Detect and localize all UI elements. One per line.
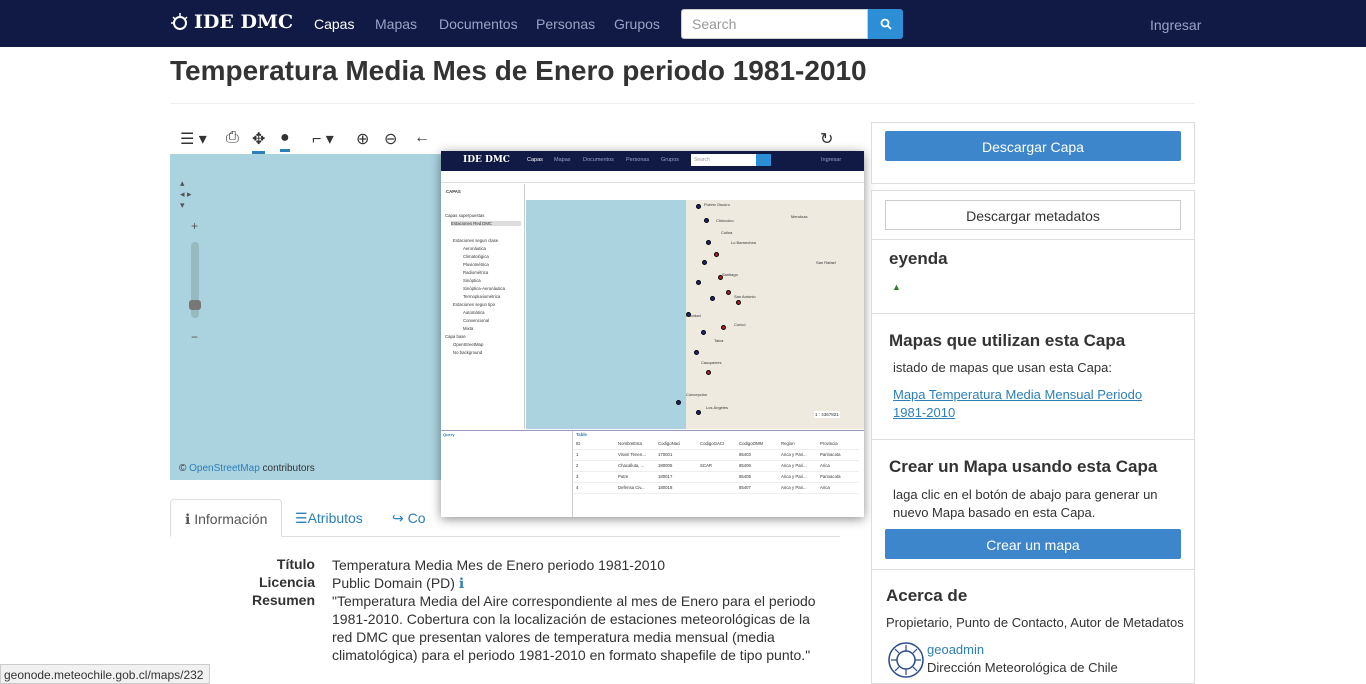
status-bar-url: geonode.meteochile.gob.cl/maps/232 <box>0 664 210 684</box>
td: 85405 <box>739 474 751 479</box>
resumen-label: Resumen <box>251 592 315 608</box>
thumb-layers-title: CAPAS <box>446 189 461 194</box>
zoom-slider-handle[interactable] <box>189 300 201 310</box>
thumb-navbar <box>441 151 864 171</box>
place-label: Mendoza <box>791 214 808 219</box>
divider <box>170 103 1195 104</box>
th: CodigoOMM <box>739 441 764 446</box>
station-marker <box>696 280 701 285</box>
thumb-layer: Pluviométrica <box>463 262 489 267</box>
divider <box>871 569 1195 570</box>
thumb-layer: Climatológica <box>463 254 489 259</box>
divider <box>871 239 1195 240</box>
reload-icon[interactable]: ↻ <box>820 131 834 148</box>
osm-link[interactable]: OpenStreetMap <box>189 463 260 474</box>
page-title: Temperatura Media Mes de Enero periodo 1981-2010 <box>170 55 867 86</box>
tab-label: Información <box>194 511 268 527</box>
titulo-value: Temperatura Media Mes de Enero periodo 1981-2010 <box>332 557 666 573</box>
thumb-layer: Estaciones segun tipo <box>453 302 496 307</box>
nav-mapas[interactable]: Mapas <box>375 16 418 32</box>
place-label: Lo Barnechea <box>731 240 756 245</box>
station-marker <box>706 240 711 245</box>
resumen-value: "Temperatura Media del Aire correspondiente al mes de Enero para el periodo 1981-2010. Cobertura con la localización de estaciones meteorológicas de la red DMC que presentan valores de temperatura media mensual (media climatológica) para el periodo 1981-2010 en formato shapefile de tipo punto." <box>332 593 816 663</box>
station-marker <box>704 218 709 223</box>
thumb-login: Ingresar <box>821 157 842 163</box>
thumb-toolbar <box>441 171 864 183</box>
map-link[interactable]: Mapa Temperatura Media Mensual Periodo 1981-2010 <box>893 387 1143 420</box>
thumb-layer-tree <box>441 184 525 429</box>
td: 170001 <box>658 452 673 457</box>
td: Putre <box>618 474 629 479</box>
thumb-table-row <box>574 472 859 483</box>
maps-title: Mapas que utilizan esta Capa <box>889 331 1126 350</box>
owner-org: Dirección Meteorológica de Chile <box>927 660 1118 675</box>
thumb-search-button <box>756 154 771 166</box>
back-icon[interactable]: ← <box>414 129 430 146</box>
top-navbar <box>0 0 1366 47</box>
place-label: Cauquenes <box>701 360 722 365</box>
thumb-nav-item: Personas <box>626 157 650 163</box>
station-marker <box>702 260 707 265</box>
info-tabs <box>170 499 840 537</box>
search-button[interactable] <box>868 9 903 39</box>
thumb-map <box>526 200 864 429</box>
thumb-nav-item: Grupos <box>661 157 680 163</box>
create-map-button[interactable]: Crear un mapa <box>885 529 1181 559</box>
td: 180017 <box>658 474 673 479</box>
thumb-nav-item: Mapas <box>554 157 571 163</box>
td: 1 <box>576 452 579 457</box>
thumb-layer: Radiométrica <box>463 270 489 275</box>
owner-avatar <box>888 642 924 678</box>
thumb-table-title: Table <box>576 432 587 437</box>
td: Visviri Tenen... <box>618 452 646 457</box>
thumb-table-row <box>574 450 859 461</box>
thumb-table-row <box>574 461 859 472</box>
divider <box>871 313 1195 314</box>
licencia-label: Licencia <box>258 574 315 590</box>
print-icon[interactable]: ⎙ <box>226 129 239 146</box>
thumb-table-header <box>574 439 859 450</box>
place-label: Chincolco <box>716 218 734 223</box>
download-metadata-button[interactable]: Descargar metadatos <box>885 200 1181 230</box>
td: 85407 <box>739 485 751 490</box>
brand-text: IDE DMC <box>194 11 294 33</box>
tab-informacion[interactable] <box>170 499 282 537</box>
place-label: Navidad <box>686 313 701 318</box>
td: 3 <box>576 474 579 479</box>
place-label: San Antonio <box>734 294 756 299</box>
tab-compartir[interactable] <box>378 499 440 537</box>
station-marker <box>701 330 706 335</box>
list-icon: ☰ <box>295 510 308 526</box>
place-label: Colina <box>721 230 733 235</box>
map-toolbar <box>170 126 840 154</box>
place-label: San Rafael <box>816 260 836 265</box>
td: Parinacota <box>820 452 841 457</box>
td: Defensa Civ... <box>618 485 645 490</box>
thumb-sea <box>526 200 696 429</box>
create-map-title: Crear un Mapa usando esta Capa <box>889 457 1158 476</box>
station-marker <box>721 325 726 330</box>
zoom-minus-icon[interactable]: − <box>191 330 199 344</box>
td: 85406 <box>739 463 751 468</box>
measure-icon[interactable]: ⌐ ▾ <box>312 131 334 148</box>
download-layer-button[interactable]: Descargar Capa <box>885 131 1181 161</box>
td: 180018 <box>658 485 673 490</box>
thumb-layer: Termopluviométrica <box>463 294 501 299</box>
sun-logo-icon <box>170 12 190 32</box>
td: 4 <box>576 485 579 490</box>
thumb-layer: Mixta <box>463 326 474 331</box>
td: SCAR <box>700 463 712 468</box>
td: 85403 <box>739 452 751 457</box>
thumb-layer: Capa base <box>445 334 466 339</box>
legend-title: eyenda <box>889 249 948 268</box>
owner-link[interactable]: geoadmin <box>927 642 985 657</box>
thumb-nav-item: Documentos <box>583 157 614 163</box>
brand-logo[interactable] <box>170 11 293 33</box>
tab-atributos[interactable] <box>281 499 377 537</box>
thumb-layer: No background <box>453 350 483 355</box>
place-label: Concepción <box>686 392 708 397</box>
divider <box>871 439 1195 440</box>
th: CodigoNaci <box>658 441 681 446</box>
thumb-brand: IDE DMC <box>463 155 510 165</box>
td: Arica y Pari... <box>781 485 807 490</box>
maps-desc: istado de mapas que usan esta Capa: <box>893 360 1112 375</box>
place-label: Curicó <box>734 322 746 327</box>
thumb-land <box>686 200 864 429</box>
thumb-layer: Sinóptica <box>463 278 481 283</box>
station-marker <box>696 410 701 415</box>
search-icon <box>880 18 892 30</box>
thumb-query-title: Query <box>443 432 455 437</box>
thumb-scale: 1 : 4367821 <box>815 412 839 417</box>
td: Arica <box>820 463 830 468</box>
attribution-suffix: contributors <box>259 463 315 474</box>
td: 180005 <box>658 463 673 468</box>
station-marker <box>714 252 719 257</box>
station-marker <box>706 370 711 375</box>
thumb-search: Search <box>691 154 756 166</box>
thumbnail-preview <box>441 151 864 517</box>
station-marker <box>726 290 731 295</box>
thumb-layer: Convencional <box>463 318 490 323</box>
legend-symbol-icon: ▲ <box>892 282 901 292</box>
thumb-layer: Estaciones Red DMC <box>451 221 521 226</box>
thumb-layer: OpenStreetMap <box>453 342 484 347</box>
thumb-table-row <box>574 483 859 494</box>
station-marker <box>676 400 681 405</box>
thumb-layer: Automática <box>463 310 485 315</box>
about-desc: Propietario, Punto de Contacto, Autor de Metadatos <box>886 615 1184 630</box>
nav-capas[interactable]: Capas <box>314 16 355 32</box>
thumb-nav-item: Capas <box>527 157 543 163</box>
station-marker <box>694 350 699 355</box>
place-label: Los Ángeles <box>706 405 729 410</box>
search-input[interactable]: Search <box>681 9 868 39</box>
identify-icon[interactable]: ● <box>280 129 290 152</box>
licencia-value: Public Domain (PD) <box>332 575 455 591</box>
th: Provincia <box>820 441 838 446</box>
td: 2 <box>576 463 579 468</box>
layers-menu-icon[interactable]: ☰ ▾ <box>180 131 207 148</box>
station-marker <box>696 204 701 209</box>
nav-documentos[interactable]: Documentos <box>439 16 518 32</box>
info-icon[interactable]: ℹ <box>458 575 465 591</box>
titulo-label: Título <box>276 556 315 572</box>
station-marker <box>736 300 741 305</box>
place-label: Santiago <box>722 272 738 277</box>
pan-icon[interactable]: ✥ <box>252 129 265 154</box>
td: Arica y Pari... <box>781 452 807 457</box>
zoom-plus-icon[interactable]: + <box>191 219 199 233</box>
zoom-out-icon[interactable]: ⊖ <box>384 131 398 148</box>
place-label: Talca <box>714 338 724 343</box>
th: NombreEsta <box>618 441 642 446</box>
share-icon: ↪ <box>392 510 404 526</box>
station-marker <box>710 296 715 301</box>
thumb-layer: Aeronáutica <box>463 246 486 251</box>
td: Arica y Pari... <box>781 474 807 479</box>
map-attribution: © OpenStreetMap contributors <box>179 463 315 474</box>
td: Parinacota <box>820 474 841 479</box>
thumb-layer: Sinóptica-Aeronáutica <box>463 286 506 291</box>
td: Chacalluta, ... <box>618 463 645 468</box>
licencia-row <box>332 574 832 592</box>
nav-personas[interactable]: Personas <box>536 16 596 32</box>
th: CodigoOACI <box>700 441 725 446</box>
login-link[interactable]: Ingresar <box>1150 17 1202 33</box>
create-map-desc: laga clic en el botón de abajo para generar un nuevo Mapa basado en esta Capa. <box>893 487 1158 520</box>
nav-grupos[interactable]: Grupos <box>614 16 660 32</box>
td: Arica y Pari... <box>781 463 807 468</box>
tab-label: Atributos <box>307 510 363 526</box>
th: Region <box>781 441 795 446</box>
thumb-layer: Capas superpuestas <box>445 213 485 218</box>
about-title: Acerca de <box>886 586 968 605</box>
zoom-in-icon[interactable]: ⊕ <box>356 131 370 148</box>
thumb-layer: Estaciones segun clase <box>453 238 499 243</box>
place-label: Puerto Oscuro <box>704 202 730 207</box>
td: Arica <box>820 485 830 490</box>
th: ID <box>576 441 581 446</box>
info-icon: ℹ <box>185 511 191 527</box>
pan-arrows-icon[interactable]: ▴ ◂ ▸ ▾ <box>180 178 192 210</box>
tab-label: Co <box>407 510 426 526</box>
